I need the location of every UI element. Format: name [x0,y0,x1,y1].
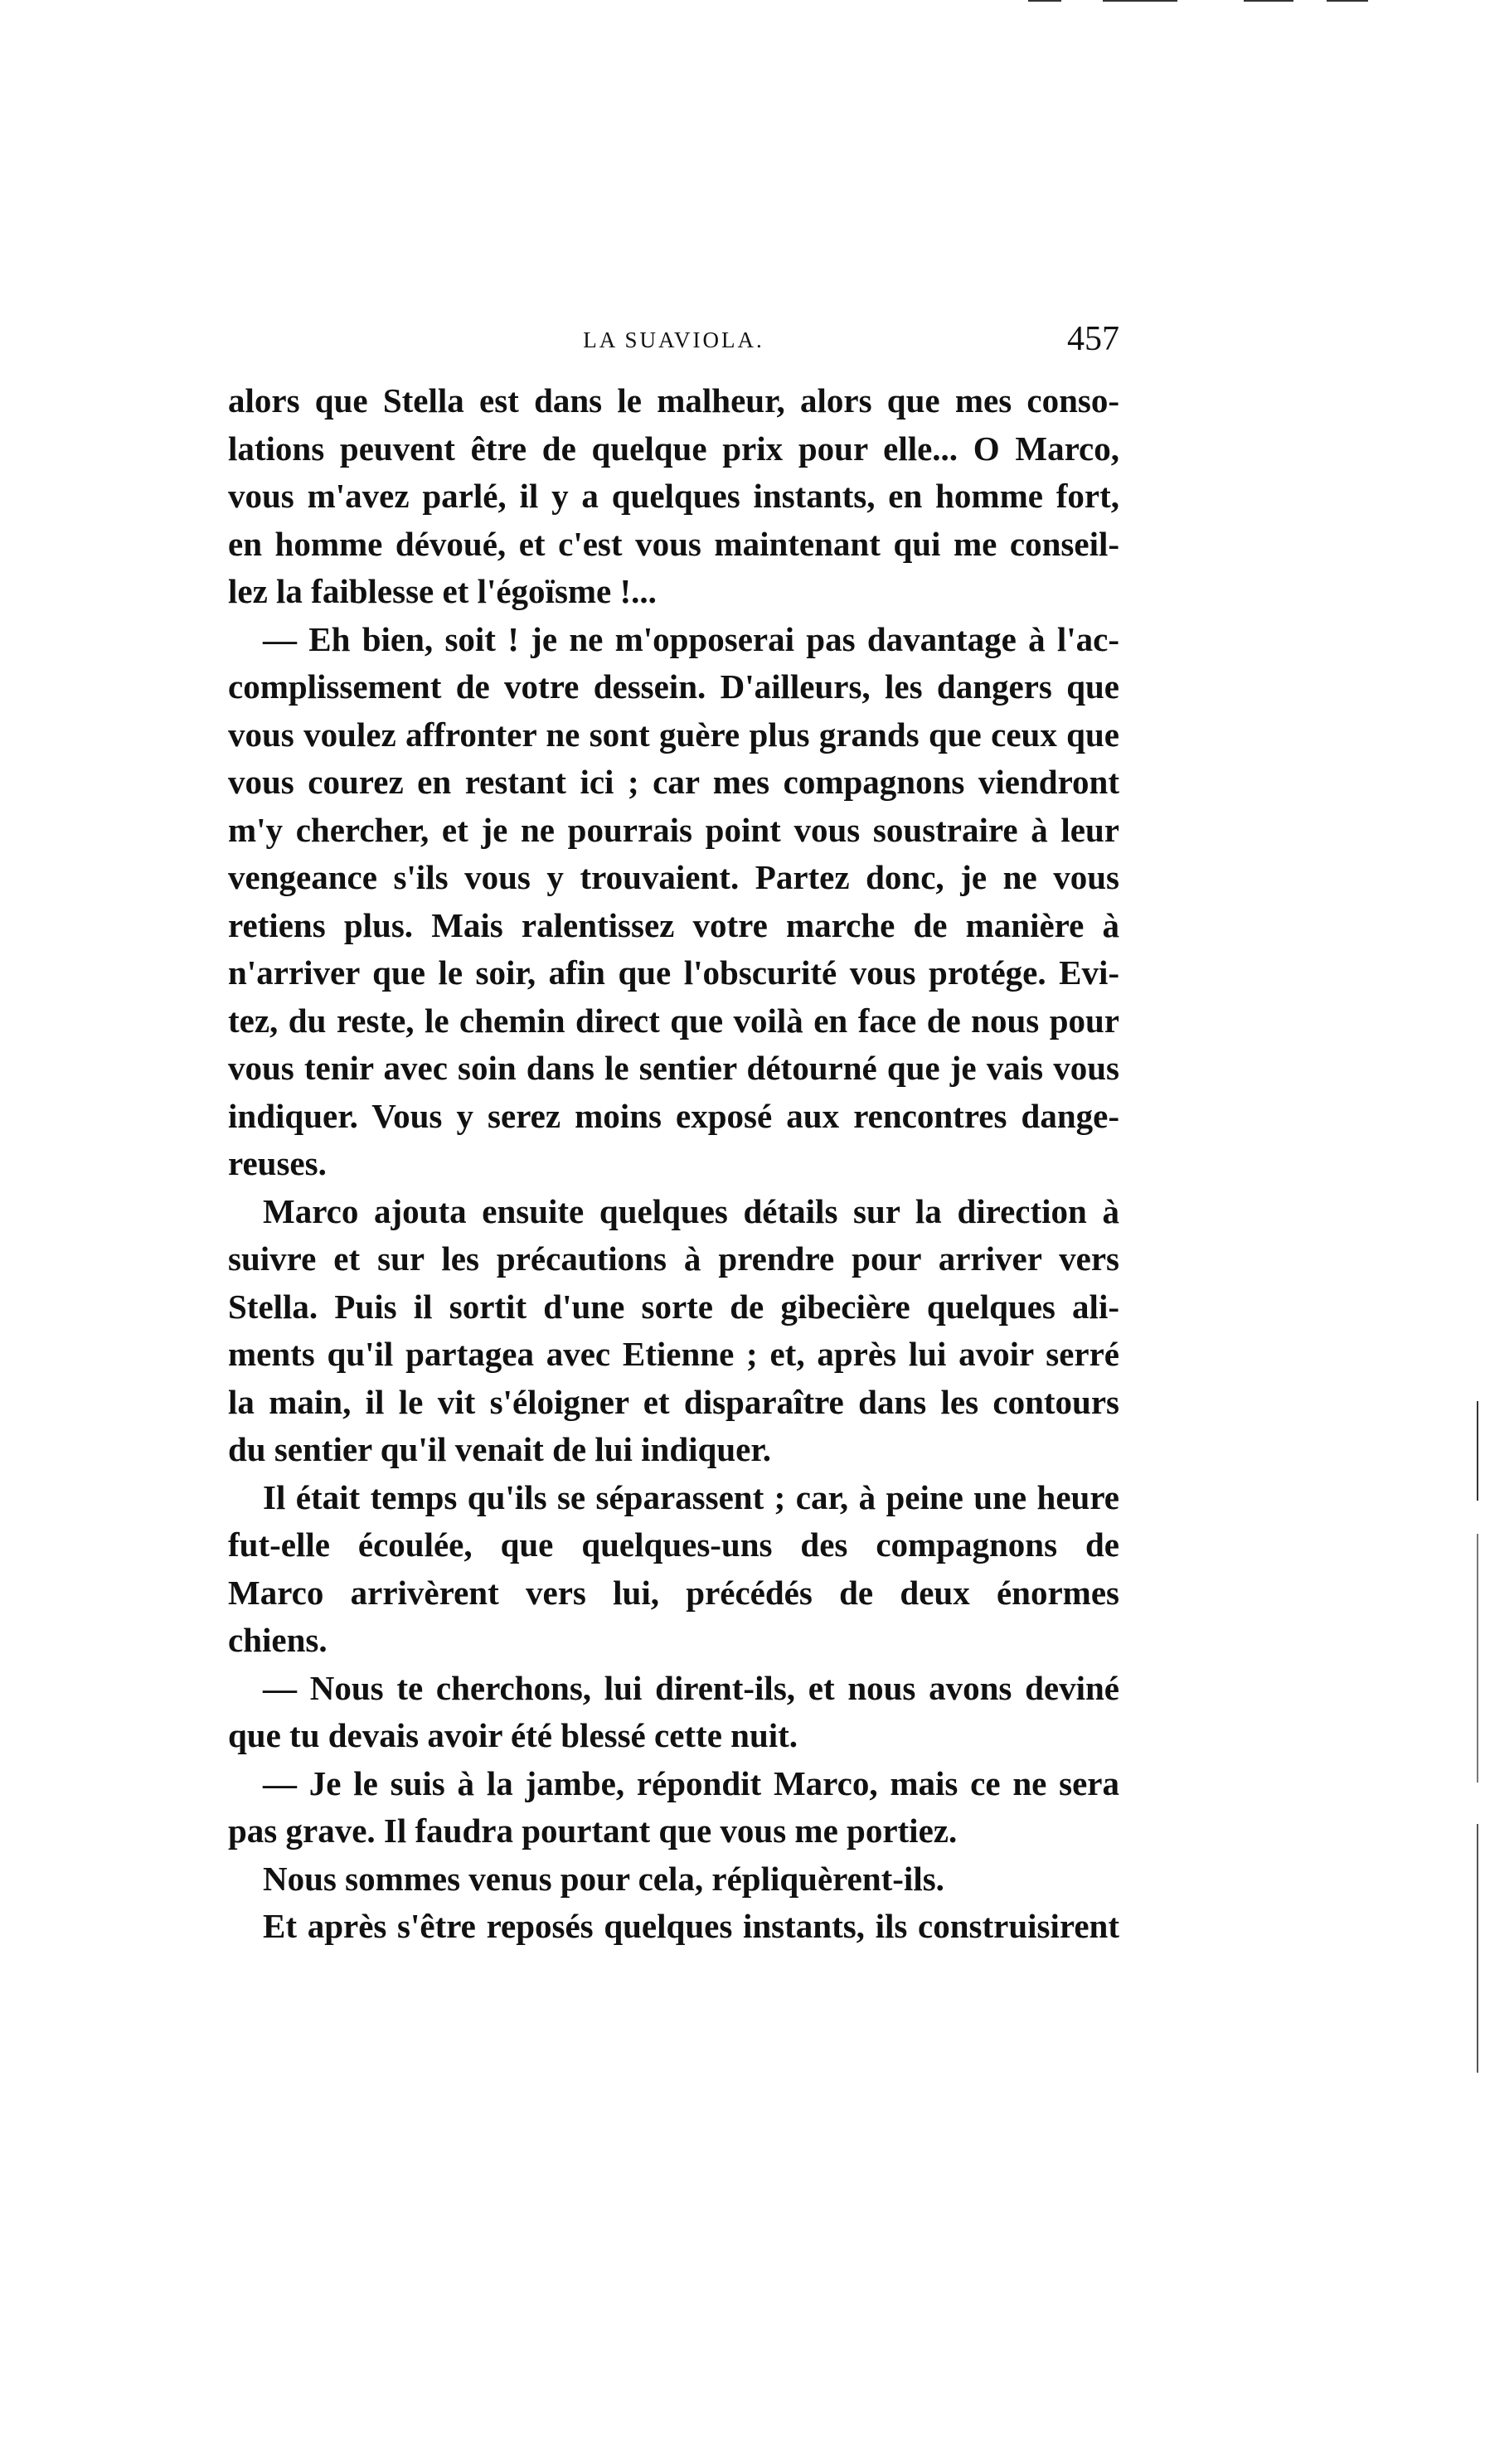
scan-edge-mark [1477,1534,1478,1783]
text-line: Nous sommes venus pour cela, répliquèrent-ils. [263,1859,944,1898]
text-line: en homme dévoué, et c'est vous maintenant qui me conseil- [228,524,1119,563]
text-line: la main, il le vit s'éloigner et disparaître dans les contours [228,1382,1119,1421]
text-line: indiquer. Vous y serez moins exposé aux rencontres dange- [228,1096,1119,1135]
text-line: complissement de votre dessein. D'ailleurs, les dangers que [228,667,1119,706]
text-line: — Je le suis à la jambe, répondit Marco, mais ce ne sera [263,1763,1119,1802]
text-line: du sentier qu'il venait de lui indiquer. [228,1430,772,1468]
text-line: vous courez en restant ici ; car mes compagnons viendront [228,763,1119,801]
scan-edge-mark [1244,0,1293,2]
text-line: Et après s'être reposés quelques instants, ils construisirent [263,1907,1119,1945]
page-number: 457 [1067,320,1119,358]
text-line: Marco arrivèrent vers lui, précédés de deux énormes [228,1573,1119,1612]
page-body-text [228,377,1119,1951]
text-line: vous tenir avec soin dans le sentier détourné que je vais vous [228,1049,1119,1087]
scan-edge-mark [1028,0,1061,2]
text-line: fut-elle écoulée, que quelques-uns des compagnons de [228,1525,1119,1564]
text-line: vous m'avez parlé, il y a quelques instants, en homme fort, [228,477,1119,515]
text-line: Marco ajouta ensuite quelques détails sur la direction à [263,1191,1119,1230]
text-line: chiens. [228,1621,328,1659]
text-line: tez, du reste, le chemin direct que voilà en face de nous pour [228,1001,1119,1040]
running-title: LA SUAVIOLA. [583,327,764,352]
text-line: lez la faiblesse et l'égoïsme !... [228,572,657,610]
text-line: — Nous te cherchons, lui dirent-ils, et nous avons deviné [263,1668,1119,1707]
text-line: Stella. Puis il sortit d'une sorte de gibecière quelques ali- [228,1287,1119,1326]
text-line: ments qu'il partagea avec Etienne ; et, après lui avoir serré [228,1335,1119,1373]
text-line: reuses. [228,1144,327,1182]
text-line: — Eh bien, soit ! je ne m'opposerai pas davantage à l'ac- [263,619,1119,658]
scan-edge-mark [1103,0,1177,2]
text-line: que tu devais avoir été blessé cette nuit. [228,1716,798,1754]
text-line: Il était temps qu'ils se séparassent ; car, à peine une heure [263,1477,1119,1516]
text-line: lations peuvent être de quelque prix pour elle... O Marco, [228,429,1119,468]
text-line: suivre et sur les précautions à prendre pour arriver vers [228,1239,1119,1278]
text-line: alors que Stella est dans le malheur, alors que mes conso- [228,381,1119,420]
text-line: retiens plus. Mais ralentissez votre marche de manière à [228,905,1119,944]
text-line: pas grave. Il faudra pourtant que vous me portiez. [228,1812,958,1850]
scan-edge-mark [1477,1824,1478,2073]
scan-edge-mark [1477,1401,1478,1501]
running-header [228,319,1119,361]
text-line: vengeance s'ils vous y trouvaient. Partez donc, je ne vous [228,858,1119,896]
text-line: m'y chercher, et je ne pourrais point vous soustraire à leur [228,810,1119,849]
scan-edge-mark [1327,0,1368,2]
text-line: vous voulez affronter ne sont guère plus grands que ceux que [228,715,1119,754]
text-line: n'arriver que le soir, afin que l'obscurité vous protége. Evi- [228,953,1119,992]
